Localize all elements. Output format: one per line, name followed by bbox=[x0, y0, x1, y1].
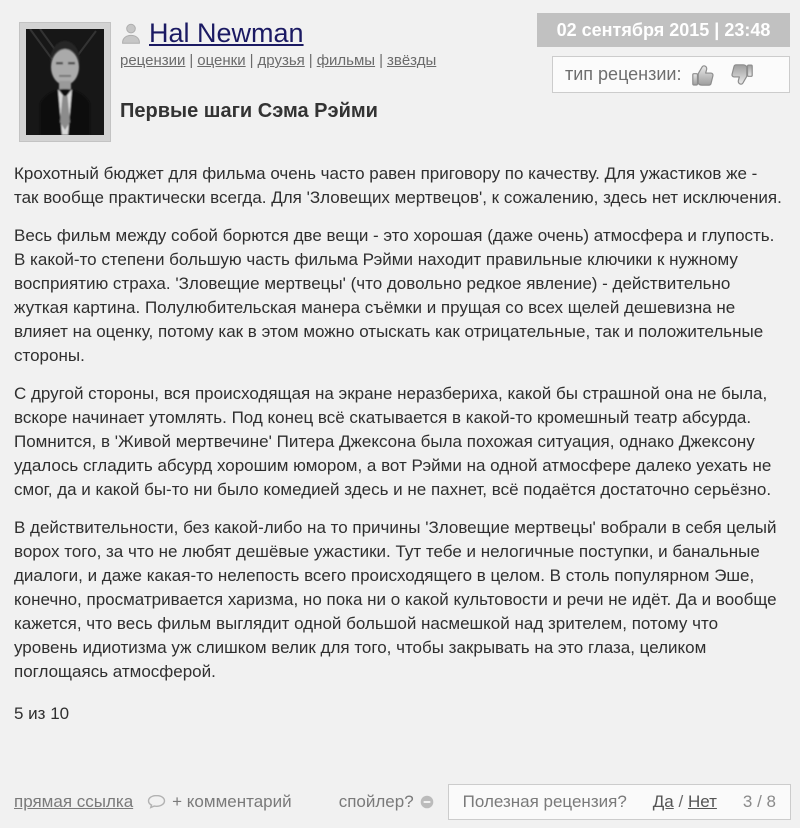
nav-separator: | bbox=[379, 52, 383, 69]
nav-link-ratings[interactable]: оценки bbox=[197, 52, 246, 69]
nav-link-reviews[interactable]: рецензии bbox=[120, 52, 186, 69]
user-icon bbox=[120, 22, 142, 44]
review-header bbox=[0, 0, 800, 140]
review-paragraph: Крохотный бюджет для фильма очень часто равен приговору по качеству. Для ужастиков же - так вообще практически всегда. Для 'Зловещих мертвецов', к сожалению, здесь нет исключения. bbox=[14, 164, 782, 207]
helpful-review-box bbox=[448, 784, 791, 820]
nav-separator: | bbox=[308, 52, 313, 69]
helpful-question: Полезная рецензия? bbox=[462, 792, 627, 811]
header-right-column bbox=[537, 13, 790, 93]
spoiler-label: спойлер? bbox=[338, 792, 414, 811]
add-comment-label: + комментарий bbox=[172, 792, 292, 811]
review-type-box bbox=[552, 56, 790, 93]
helpful-count: 3 / 8 bbox=[742, 792, 776, 811]
username-link[interactable]: Hal Newman bbox=[149, 18, 304, 48]
user-portrait-photo bbox=[26, 29, 104, 135]
spoiler-toggle[interactable] bbox=[339, 792, 434, 812]
review-title: Первые шаги Сэма Рэйми bbox=[120, 100, 378, 122]
date-badge: 02 сентября 2015 | 23:48 bbox=[537, 13, 790, 47]
nav-link-films[interactable]: фильмы bbox=[316, 52, 376, 69]
review-type-label: тип рецензии: bbox=[565, 64, 682, 84]
nav-link-stars[interactable]: звёзды bbox=[386, 52, 437, 69]
nav-separator: | bbox=[249, 52, 254, 69]
review-paragraph: Весь фильм между собой борются две вещи - это хорошая (даже очень) атмосфера и глупость. В какой-то степени большую часть фильма Рэйми находит правильные ключики к нужному восприятию страха. 'Зловещие мертвецы' (что довольно редкое явление) - действительно жуткая картина. Полулюбительская манера съёмки и прущая со всех щелей дешевизна не влияет на оценку, потому как в этом можно отыскать как отрицательные, так и положительные стороны. bbox=[14, 226, 775, 365]
thumb-down-icon[interactable] bbox=[727, 62, 754, 88]
direct-link[interactable]: прямая ссылка bbox=[14, 792, 134, 811]
review-paragraph: С другой стороны, вся происходящая на экране неразбериха, какой бы страшной она не была, вскоре начинает утомлять. Под конец всё скатывается в какой-то кромешный театр абсурда. Помнится, в 'Живой мертвечине' Питера Джексона была похожая ситуация, однако Джексону удалось сгладить абсурд хорошим юмором, а вот Рэйми на одной атмосфере далеко уехать не смог, да и какой бы-то ни было комедией здесь и не пахнет, всё подаётся достаточно серьёзно. bbox=[14, 384, 772, 499]
rating-value: 5 из 10 bbox=[14, 704, 70, 723]
helpful-separator: / bbox=[678, 792, 684, 811]
review-footer bbox=[14, 784, 791, 820]
review-body bbox=[14, 140, 786, 684]
nav-separator: | bbox=[189, 52, 194, 69]
add-comment-button[interactable] bbox=[147, 792, 291, 812]
review-paragraph: В действительности, без какой-либо на то причины 'Зловещие мертвецы' вобрали в себя целый ворох того, за что не любят дешёвые ужастики. Тут тебе и нелогичные поступки, и банальные диалоги, и даже какая-то нелепость всего происходящего в целом. В столь популярном Эше, конечно, просматривается харизма, но пока ни о какой культовости и речи не идёт. Да и вообще кажется, что весь фильм выглядит одной большой насмешкой над зрителем, потому что уровень идиотизма уж слишком велик для того, чтобы закрывать на это глаза, целиком поглощаясь атмосферой. bbox=[14, 518, 777, 681]
minus-circle-icon[interactable] bbox=[420, 795, 434, 809]
comment-bubble-icon[interactable] bbox=[147, 794, 166, 810]
nav-link-friends[interactable]: друзья bbox=[257, 52, 305, 69]
avatar[interactable] bbox=[19, 22, 111, 142]
helpful-yes-button[interactable]: Да bbox=[652, 792, 674, 811]
helpful-no-button[interactable]: Нет bbox=[687, 792, 717, 811]
thumb-up-icon[interactable] bbox=[691, 62, 718, 88]
